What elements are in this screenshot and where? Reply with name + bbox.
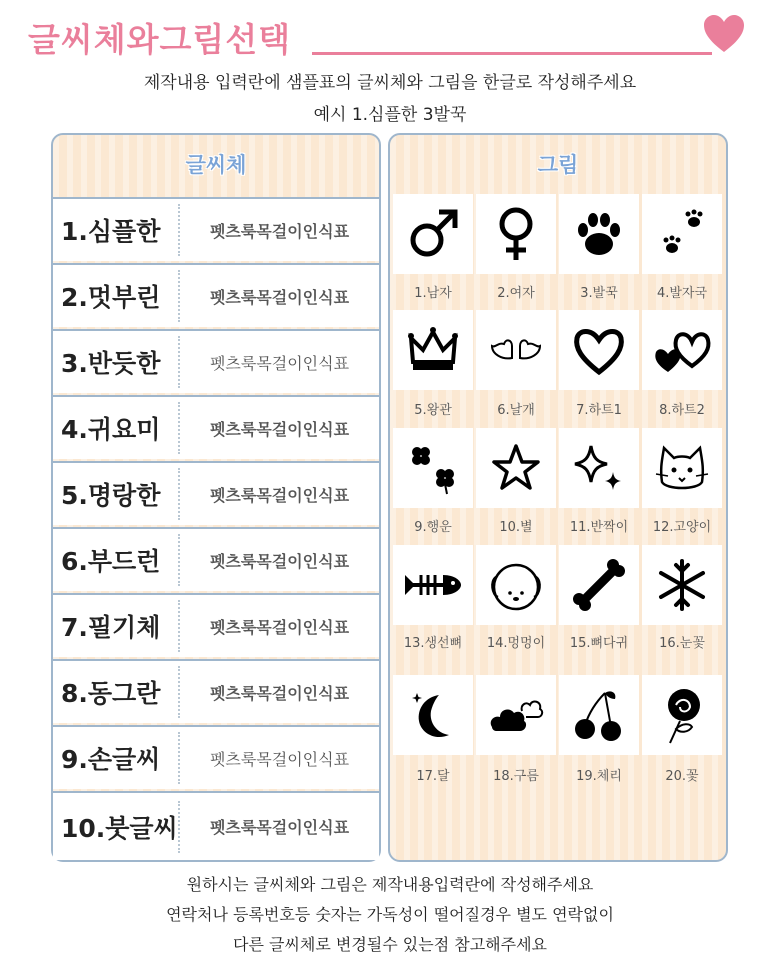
star-icon (486, 438, 546, 498)
image-option-9[interactable] (393, 428, 473, 508)
sparkle-icon (569, 438, 629, 498)
image-option-label: 6.날개 (497, 403, 535, 418)
heart-icon (702, 14, 746, 54)
font-option-label: 3.반듯한 (61, 349, 161, 378)
title-underline (312, 52, 712, 55)
image-option-5[interactable] (393, 310, 473, 390)
font-sample: 펫츠룩목걸이인식표 (209, 551, 350, 571)
font-option-label: 7.필기체 (61, 613, 161, 642)
footer-note: 다른 글씨체로 변경될수 있는점 참고해주세요 (232, 935, 547, 954)
image-option-4[interactable] (642, 194, 722, 274)
image-option-label: 17.달 (416, 769, 450, 784)
image-option-2[interactable] (476, 194, 556, 274)
image-option-label: 10.별 (499, 520, 533, 535)
image-option-label: 20.꽃 (665, 769, 699, 784)
image-option-10[interactable] (476, 428, 556, 508)
font-option-label: 1.심플한 (61, 217, 161, 246)
font-panel-heading: 글씨체 (185, 153, 247, 177)
font-option-6[interactable] (53, 527, 379, 591)
font-option-label: 10.붓글씨 (61, 813, 178, 843)
font-option-label: 5.명랑한 (61, 481, 161, 510)
image-option-label: 9.행운 (414, 520, 452, 535)
font-option-2[interactable] (53, 263, 379, 327)
font-sample: 펫츠룩목걸이인식표 (209, 749, 350, 769)
wings-icon (486, 320, 546, 380)
font-option-5[interactable] (53, 461, 379, 525)
footprints-icon (652, 204, 712, 264)
image-option-8[interactable] (642, 310, 722, 390)
heart-outline-icon (569, 320, 629, 380)
font-option-label: 9.손글씨 (61, 745, 161, 774)
image-option-label: 14.멍멍이 (486, 636, 546, 651)
cloud-icon (486, 685, 546, 745)
clover-icon (403, 438, 463, 498)
image-option-1[interactable] (393, 194, 473, 274)
image-option-label: 13.생선뼈 (403, 636, 463, 651)
cat-icon (652, 438, 712, 498)
image-option-label: 4.발자국 (656, 286, 708, 301)
font-sample: 펫츠룩목걸이인식표 (209, 485, 350, 505)
image-option-label: 3.발꾹 (580, 286, 618, 301)
image-option-20[interactable] (642, 675, 722, 755)
image-option-12[interactable] (642, 428, 722, 508)
image-option-6[interactable] (476, 310, 556, 390)
image-option-label: 19.체리 (576, 769, 622, 784)
image-option-label: 2.여자 (497, 286, 535, 301)
image-option-label: 1.남자 (414, 286, 452, 301)
image-option-19[interactable] (559, 675, 639, 755)
image-option-18[interactable] (476, 675, 556, 755)
footer-note: 원하시는 글씨체와 그림은 제작내용입력란에 작성해주세요 (186, 875, 594, 894)
female-symbol-icon (486, 204, 546, 264)
image-option-label: 11.반짝이 (569, 520, 629, 535)
fishbone-icon (403, 555, 463, 615)
font-option-3[interactable] (53, 329, 379, 393)
font-option-label: 8.동그란 (61, 679, 161, 708)
image-option-7[interactable] (559, 310, 639, 390)
font-option-10[interactable] (53, 791, 379, 860)
font-sample: 펫츠룩목걸이인식표 (209, 221, 350, 241)
image-option-15[interactable] (559, 545, 639, 625)
image-option-14[interactable] (476, 545, 556, 625)
font-option-9[interactable] (53, 725, 379, 789)
instruction-text: 제작내용 입력란에 샘플표의 글씨체와 그림을 한글로 작성해주세요 (143, 73, 637, 93)
image-panel (388, 133, 728, 862)
font-panel (51, 133, 381, 862)
image-panel-heading: 그림 (537, 153, 579, 177)
male-symbol-icon (403, 204, 463, 264)
image-option-11[interactable] (559, 428, 639, 508)
paw-icon (569, 204, 629, 264)
font-sample: 펫츠룩목걸이인식표 (209, 353, 350, 373)
font-sample: 펫츠룩목걸이인식표 (209, 419, 350, 439)
cherry-icon (569, 685, 629, 745)
font-option-4[interactable] (53, 395, 379, 459)
image-option-label: 18.구름 (493, 769, 539, 784)
font-sample: 펫츠룩목걸이인식표 (209, 683, 350, 703)
font-sample: 펫츠룩목걸이인식표 (209, 287, 350, 307)
example-text: 예시 1.심플한 3발꾹 (313, 105, 467, 125)
image-option-label: 5.왕관 (414, 403, 452, 418)
bone-icon (569, 555, 629, 615)
image-option-label: 8.하트2 (659, 403, 705, 418)
image-option-label: 16.눈꽃 (659, 636, 705, 651)
font-sample: 펫츠룩목걸이인식표 (209, 617, 350, 637)
font-option-label: 2.멋부린 (61, 283, 161, 312)
crown-icon (403, 320, 463, 380)
font-option-8[interactable] (53, 659, 379, 723)
image-option-13[interactable] (393, 545, 473, 625)
image-option-16[interactable] (642, 545, 722, 625)
moon-icon (403, 685, 463, 745)
image-option-label: 15.뼈다귀 (569, 636, 629, 651)
image-option-17[interactable] (393, 675, 473, 755)
image-option-label: 7.하트1 (576, 403, 622, 418)
rose-icon (652, 685, 712, 745)
footer-note: 연락처나 등록번호등 숫자는 가독성이 떨어질경우 별도 연락없이 (166, 905, 614, 924)
snowflake-icon (652, 555, 712, 615)
image-option-label: 12.고양이 (652, 520, 712, 535)
font-option-7[interactable] (53, 593, 379, 657)
font-option-label: 4.귀요미 (61, 415, 161, 444)
image-option-3[interactable] (559, 194, 639, 274)
font-sample: 펫츠룩목걸이인식표 (209, 818, 350, 837)
dog-icon (486, 555, 546, 615)
double-heart-icon (652, 320, 712, 380)
font-option-1[interactable] (53, 197, 379, 261)
page-title: 글씨체와그림선택 (28, 20, 292, 59)
font-option-label: 6.부드런 (61, 547, 161, 576)
